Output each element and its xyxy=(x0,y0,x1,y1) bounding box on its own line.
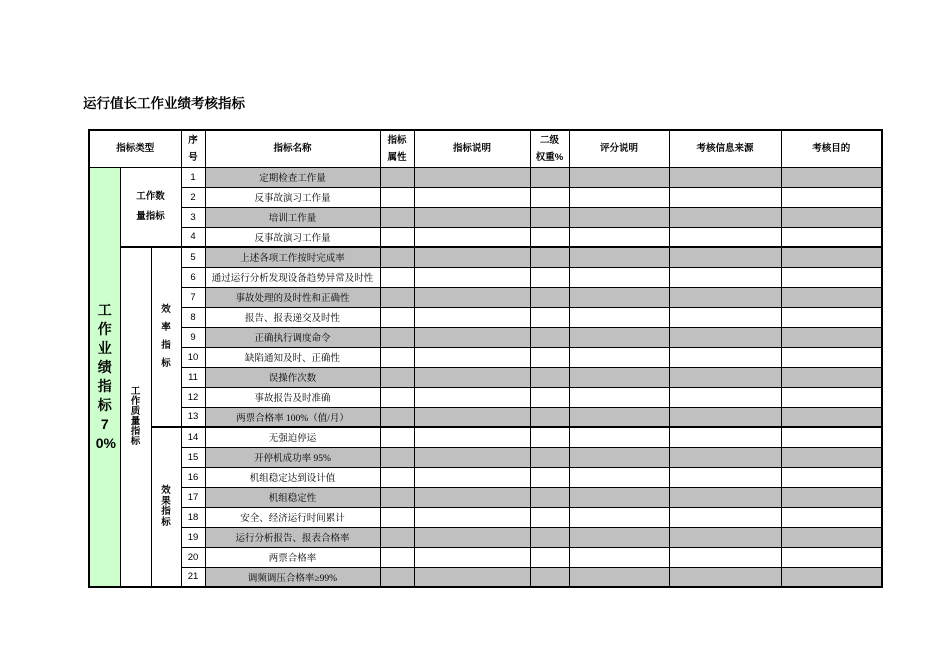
table-row xyxy=(89,287,882,307)
cell-scoring-desc xyxy=(569,347,669,367)
cell-scoring-desc xyxy=(569,487,669,507)
indicator-name: 开停机成功率 95% xyxy=(205,447,380,467)
cell-info-source xyxy=(669,427,781,447)
indicator-name: 上述各项工作按时完成率 xyxy=(205,247,380,267)
cell-assessment-purpose xyxy=(781,467,882,487)
cell-indicator-attr xyxy=(380,207,414,227)
indicator-name: 安全、经济运行时间累计 xyxy=(205,507,380,527)
subgroup-cell-effect xyxy=(151,427,181,587)
cell-info-source xyxy=(669,287,781,307)
row-number: 12 xyxy=(181,387,205,407)
table-row xyxy=(89,187,882,207)
cell-indicator-desc xyxy=(414,367,530,387)
cell-scoring-desc xyxy=(569,467,669,487)
header-weight-line: 权重% xyxy=(535,151,564,163)
cell-scoring-desc xyxy=(569,447,669,467)
header-indicator-desc: 指标说明 xyxy=(414,130,530,167)
row-number: 5 xyxy=(181,247,205,267)
row-number: 14 xyxy=(181,427,205,447)
cell-indicator-attr xyxy=(380,267,414,287)
cell-scoring-desc xyxy=(569,167,669,187)
cell-secondary-weight xyxy=(530,547,569,567)
table-row xyxy=(89,407,882,427)
cell-indicator-attr xyxy=(380,227,414,247)
kpi-table xyxy=(88,129,883,588)
cell-indicator-attr xyxy=(380,287,414,307)
subgroup-label-effect: 效果指标 xyxy=(161,485,171,528)
table-header-row xyxy=(89,130,882,167)
cell-indicator-desc xyxy=(414,327,530,347)
indicator-name: 事故报告及时准确 xyxy=(205,387,380,407)
cell-assessment-purpose xyxy=(781,387,882,407)
cell-secondary-weight xyxy=(530,567,569,587)
row-number: 9 xyxy=(181,327,205,347)
cell-assessment-purpose xyxy=(781,447,882,467)
table-body xyxy=(89,167,882,587)
cell-info-source xyxy=(669,207,781,227)
header-info-source: 考核信息来源 xyxy=(669,130,781,167)
row-number: 20 xyxy=(181,547,205,567)
indicator-name: 事故处理的及时性和正确性 xyxy=(205,287,380,307)
cell-scoring-desc xyxy=(569,187,669,207)
cell-indicator-attr xyxy=(380,407,414,427)
indicator-name: 缺陷通知及时、正确性 xyxy=(205,347,380,367)
subgroup-label-efficiency: 效率指标 xyxy=(161,304,171,369)
cell-indicator-desc xyxy=(414,527,530,547)
cell-secondary-weight xyxy=(530,247,569,267)
indicator-name: 报告、报表递交及时性 xyxy=(205,307,380,327)
cell-info-source xyxy=(669,367,781,387)
header-secondary-weight xyxy=(530,130,569,167)
row-number: 17 xyxy=(181,487,205,507)
row-number: 15 xyxy=(181,447,205,467)
cell-secondary-weight xyxy=(530,187,569,207)
cell-indicator-desc xyxy=(414,227,530,247)
table-row xyxy=(89,267,882,287)
cell-secondary-weight xyxy=(530,527,569,547)
cell-info-source xyxy=(669,307,781,327)
indicator-name: 培训工作量 xyxy=(205,207,380,227)
row-number: 7 xyxy=(181,287,205,307)
cell-secondary-weight xyxy=(530,327,569,347)
cell-indicator-desc xyxy=(414,507,530,527)
header-indicator-type: 指标类型 xyxy=(89,130,181,167)
cell-info-source xyxy=(669,187,781,207)
table-row xyxy=(89,547,882,567)
cell-assessment-purpose xyxy=(781,187,882,207)
cell-scoring-desc xyxy=(569,247,669,267)
row-number: 10 xyxy=(181,347,205,367)
header-assessment-purpose: 考核目的 xyxy=(781,130,882,167)
cell-indicator-attr xyxy=(380,467,414,487)
cell-indicator-attr xyxy=(380,547,414,567)
cell-assessment-purpose xyxy=(781,567,882,587)
header-indicator-attr xyxy=(380,130,414,167)
group-label-quantity: 工作数量指标 xyxy=(136,190,165,222)
row-number: 11 xyxy=(181,367,205,387)
table-row xyxy=(89,347,882,367)
row-number: 21 xyxy=(181,567,205,587)
cell-info-source xyxy=(669,487,781,507)
cell-secondary-weight xyxy=(530,367,569,387)
indicator-name: 反事故演习工作量 xyxy=(205,227,380,247)
cell-secondary-weight xyxy=(530,427,569,447)
cell-secondary-weight xyxy=(530,227,569,247)
cell-secondary-weight xyxy=(530,467,569,487)
cell-indicator-attr xyxy=(380,487,414,507)
table-row xyxy=(89,387,882,407)
cell-info-source xyxy=(669,527,781,547)
indicator-name: 定期检查工作量 xyxy=(205,167,380,187)
indicator-name: 通过运行分析发现设备趋势异常及时性 xyxy=(205,267,380,287)
row-number: 3 xyxy=(181,207,205,227)
cell-secondary-weight xyxy=(530,167,569,187)
cell-indicator-desc xyxy=(414,547,530,567)
indicator-name: 两票合格率 100%（值/月） xyxy=(205,407,380,427)
cell-indicator-desc xyxy=(414,447,530,467)
indicator-name: 无强迫停运 xyxy=(205,427,380,447)
cell-scoring-desc xyxy=(569,267,669,287)
cell-secondary-weight xyxy=(530,347,569,367)
table-row xyxy=(89,167,882,187)
row-number: 13 xyxy=(181,407,205,427)
cell-scoring-desc xyxy=(569,207,669,227)
cell-scoring-desc xyxy=(569,327,669,347)
row-number: 2 xyxy=(181,187,205,207)
row-number: 6 xyxy=(181,267,205,287)
table-row xyxy=(89,427,882,447)
cell-assessment-purpose xyxy=(781,207,882,227)
document-title: 运行值长工作业绩考核指标 xyxy=(83,96,245,111)
cell-indicator-attr xyxy=(380,167,414,187)
cell-info-source xyxy=(669,167,781,187)
cell-indicator-attr xyxy=(380,527,414,547)
cell-assessment-purpose xyxy=(781,287,882,307)
cell-assessment-purpose xyxy=(781,427,882,447)
category-cell xyxy=(89,167,120,587)
cell-indicator-desc xyxy=(414,467,530,487)
table-row xyxy=(89,307,882,327)
cell-scoring-desc xyxy=(569,287,669,307)
table-row xyxy=(89,247,882,267)
cell-assessment-purpose xyxy=(781,307,882,327)
cell-indicator-attr xyxy=(380,447,414,467)
cell-secondary-weight xyxy=(530,267,569,287)
cell-indicator-desc xyxy=(414,187,530,207)
header-seq-line: 号 xyxy=(188,151,198,163)
cell-info-source xyxy=(669,347,781,367)
indicator-name: 运行分析报告、报表合格率 xyxy=(205,527,380,547)
table-row xyxy=(89,447,882,467)
cell-indicator-attr xyxy=(380,327,414,347)
cell-scoring-desc xyxy=(569,567,669,587)
cell-indicator-attr xyxy=(380,307,414,327)
table-row xyxy=(89,207,882,227)
cell-secondary-weight xyxy=(530,307,569,327)
header-scoring-desc: 评分说明 xyxy=(569,130,669,167)
cell-assessment-purpose xyxy=(781,407,882,427)
cell-indicator-desc xyxy=(414,167,530,187)
row-number: 18 xyxy=(181,507,205,527)
table-row xyxy=(89,227,882,247)
cell-scoring-desc xyxy=(569,427,669,447)
row-number: 16 xyxy=(181,467,205,487)
cell-indicator-attr xyxy=(380,247,414,267)
cell-secondary-weight xyxy=(530,407,569,427)
row-number: 19 xyxy=(181,527,205,547)
cell-scoring-desc xyxy=(569,307,669,327)
cell-indicator-desc xyxy=(414,427,530,447)
group-label-quality: 工作质量指标 xyxy=(130,386,141,447)
cell-scoring-desc xyxy=(569,367,669,387)
cell-indicator-attr xyxy=(380,567,414,587)
table-row xyxy=(89,367,882,387)
cell-assessment-purpose xyxy=(781,267,882,287)
header-attr-line: 属性 xyxy=(387,151,407,163)
cell-indicator-desc xyxy=(414,287,530,307)
cell-scoring-desc xyxy=(569,527,669,547)
cell-indicator-desc xyxy=(414,387,530,407)
cell-scoring-desc xyxy=(569,547,669,567)
header-attr-line: 指标 xyxy=(387,134,407,146)
cell-assessment-purpose xyxy=(781,367,882,387)
cell-indicator-attr xyxy=(380,427,414,447)
cell-info-source xyxy=(669,507,781,527)
header-weight-line: 二级 xyxy=(539,134,559,146)
cell-indicator-attr xyxy=(380,367,414,387)
cell-assessment-purpose xyxy=(781,227,882,247)
cell-info-source xyxy=(669,407,781,427)
cell-info-source xyxy=(669,387,781,407)
indicator-name: 调频调压合格率≥99% xyxy=(205,567,380,587)
cell-indicator-desc xyxy=(414,567,530,587)
indicator-name: 反事故演习工作量 xyxy=(205,187,380,207)
cell-indicator-attr xyxy=(380,187,414,207)
cell-indicator-desc xyxy=(414,247,530,267)
cell-info-source xyxy=(669,567,781,587)
cell-indicator-attr xyxy=(380,387,414,407)
cell-scoring-desc xyxy=(569,407,669,427)
table-row xyxy=(89,327,882,347)
cell-secondary-weight xyxy=(530,287,569,307)
table-row xyxy=(89,507,882,527)
cell-indicator-attr xyxy=(380,507,414,527)
cell-info-source xyxy=(669,247,781,267)
table-row xyxy=(89,487,882,507)
cell-secondary-weight xyxy=(530,387,569,407)
cell-assessment-purpose xyxy=(781,167,882,187)
cell-indicator-desc xyxy=(414,267,530,287)
cell-info-source xyxy=(669,327,781,347)
cell-info-source xyxy=(669,547,781,567)
cell-indicator-desc xyxy=(414,487,530,507)
cell-assessment-purpose xyxy=(781,487,882,507)
cell-info-source xyxy=(669,447,781,467)
cell-info-source xyxy=(669,267,781,287)
indicator-name: 正确执行调度命令 xyxy=(205,327,380,347)
subgroup-cell-efficiency xyxy=(151,247,181,427)
cell-secondary-weight xyxy=(530,207,569,227)
cell-scoring-desc xyxy=(569,507,669,527)
cell-indicator-desc xyxy=(414,347,530,367)
row-number: 1 xyxy=(181,167,205,187)
group-cell-quantity xyxy=(120,167,181,247)
cell-scoring-desc xyxy=(569,227,669,247)
cell-indicator-desc xyxy=(414,307,530,327)
cell-indicator-desc xyxy=(414,407,530,427)
group-cell-quality xyxy=(120,247,151,587)
cell-secondary-weight xyxy=(530,447,569,467)
indicator-name: 两票合格率 xyxy=(205,547,380,567)
cell-assessment-purpose xyxy=(781,547,882,567)
row-number: 8 xyxy=(181,307,205,327)
indicator-name: 机组稳定性 xyxy=(205,487,380,507)
cell-info-source xyxy=(669,227,781,247)
cell-assessment-purpose xyxy=(781,347,882,367)
header-seq xyxy=(181,130,205,167)
cell-secondary-weight xyxy=(530,507,569,527)
indicator-name: 误操作次数 xyxy=(205,367,380,387)
cell-indicator-attr xyxy=(380,347,414,367)
cell-assessment-purpose xyxy=(781,327,882,347)
cell-assessment-purpose xyxy=(781,527,882,547)
header-seq-line: 序 xyxy=(188,134,198,146)
cell-info-source xyxy=(669,467,781,487)
table-row xyxy=(89,527,882,547)
row-number: 4 xyxy=(181,227,205,247)
cell-secondary-weight xyxy=(530,487,569,507)
cell-assessment-purpose xyxy=(781,247,882,267)
table-row xyxy=(89,567,882,587)
indicator-name: 机组稳定达到设计值 xyxy=(205,467,380,487)
category-label: 工作业绩指标70% xyxy=(95,301,116,451)
cell-assessment-purpose xyxy=(781,507,882,527)
cell-indicator-desc xyxy=(414,207,530,227)
table-row xyxy=(89,467,882,487)
header-indicator-name: 指标名称 xyxy=(205,130,380,167)
cell-scoring-desc xyxy=(569,387,669,407)
